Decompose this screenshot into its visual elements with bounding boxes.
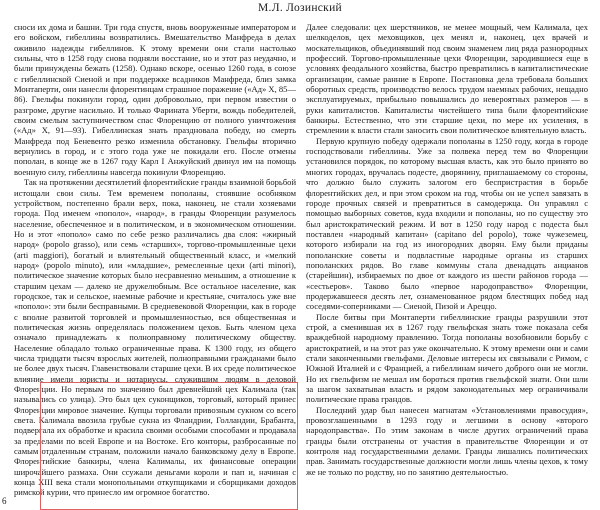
paragraph: После битвы при Монтаперти гибеллинские гранды разрушили этот строй, а сменившая их в 1267 году гвельфская знать тоже показала себя враждебной народному правлению. Тогда пополаны возобновили борьбу с аристократией, и на этот раз уже окончательно. К этому времени они и сами стали законченными гвельфами. Деловые интересы их связывали с Римом, с Южной Италией и с Францией, а гибеллинам ничего доброго они не могли. Но их гвельфизм не мешал им бороться против гвельфской знати. Они шли за шагом захватывая власть и рядом законодательных мер ограничивали политические права грандов.	[306, 311, 588, 405]
left-text-column	[14, 22, 296, 508]
page-number: 6	[2, 496, 7, 506]
paragraph: Далее следовали: цех шерстяников, не менее мощный, чем Калимала, цех шелкоделов, цех меховщиков, цех менял и, наконец, цех врачей и москательщиков, объединявший под своим знаменем лиц ряда разнородных профессий. Торгово-промышленные цехи Флоренции, зародившиеся еще в условиях феодального хозяйства, быстро превратились в капиталистические организации, самые ранние в Европе. Постановка дела требовала больших оборотных средств, производство велось трудом наемных рабочих, нещадно эксплуатируемых, прибыльно повышались до невероятных размеров — в руки капиталистов. Капиталисты чистейшего типа были флорентийские банкиры. Естественно, что эти старшие цехи, по мере их усиления, в стремлении к власти стали заносить свои политическое влиятельную власть.	[306, 22, 588, 136]
paragraph: Первую крупную победу одержали пополаны в 1250 году, когда в городе господствовали гибеллины. Уже за полвека перед тем во Флоренции установился порядок, по которому высшая власть, как это было принято во многих городах, вручалась подесте, дворянину, приглашаемому со стороны, что должно было служить залогом его беспристрастия в борьбе флорентийских дел, и при этом сроком на год, чтобы он не успел завязать в городе прочных связей и превратиться в самодержца. Он управлял с помощью выборных советов, куда входили и пополаны, но по существу это был аристократический режим. И вот в 1250 году народ с подеста был поставлен «народный капитан» (capitano del popolo), тоже чужеземец, которого избирали на год из иногородних дворян. Ему были приданы пополанские советы и подвластные народные органы из старших пополанских рядов. Во главе коммуны стала двенадцать анцианов (старейшин), избираемых по двое от каждого из шести районов города — «сестьеров». Таково было «первое народоправство» Флоренции, продержавшееся десять лет, ознаменованное рядом блестящих побед над соседями-соперниками — Сиеной, Пизой и Ареццо.	[306, 135, 588, 312]
paragraph: сноси их дома и башни. Три года спустя, вновь вооруженные императором и его войском, гибеллины возвратились. Вмешательство Манфреда в делах оживило надежды гибеллинов. К этому времени они стали настолько сильны, что в 1258 году снова подняли восстание, но и этот раз неудачно, и были принуждены бежать (1258). Однако вскоре, осенью 1260 года, в союзе с гибеллинской Сиеной и при поддержке всадников Манфреда, близ замка Монтаперти, они нанесли флорентинцам страшное поражение («Ад» X, 85—86). Гвельфы покинули город, один добровольно, при первом известии о разгроме, другие насильно. И только Фарината Уберти, вождь победителей, своим смелым заступничеством спас Флоренцию от полного уничтожения («Ад» X, 91—93). Гибеллинская знать праздновала победу, но смерть Манфреда под Беневенто резко изменила обстановку. Гвельфы вторично вернулись в город, и с этого года уже не покидали его. После отмены пополан, в конце же в 1267 году Карл I Анжуйский двинул им на помощь военную силу, гибеллины навсегда покинули Флоренцию.	[14, 22, 296, 177]
paragraph: Так на протяжении десятилетий флорентийские гранды взаимной борьбой истощали свои силы. Тем временем пополаны, стоявшие особняком устройством, постепенно брали верх, пока, наконец, не стали хозяевами города. Под именем «пополо», «народ», в гранды Флоренции разумелось население, обеспеченное и в политическом, и в экономическом отношении. Но и этот «пополо» само по себе резко различались два слоя: «жирный народ» (popolo grasso), или семь «старших», торгово-промышленные цехи (arti maggiori), богатый и влиятельный общественный класс, и «мелкий народ» (popolo minuto), или «младшие», ремесленные цехи (arti minori), политическое значение которых было несравненно меньшим, а отношение к старшим цехам — далеко не дружелюбным. Все остальное население, как городское, так и сельское, наемные рабочие и крестьяне, считалось уже вне «пополо»: эти были бесправными. В средневековой Флоренции, как в городе с вполне развитой торговлей и промышленностью, вся общественная и политическая жизнь определялась положением цехов. Быть членом цеха означало принадлежать к полноправному политическому обществу. Население обладало только ограниченные права. К 1300 году, из общего числа тридцати тысяч взрослых жителей, полноправными гражданами было не более двух тысяч. Главенствовали старшие цехи. В их среде политическое влияние имели юристы и нотариусы, служившим людям в деловой Флоренции. Но первым по значению был древнейший цех Калимала (так назывались со улица). Это был цех суконщиков, торговый, который принес Флоренции мировое значение. Купцы торговали привозным сукном со всего света. Калимала ввозила грубые сукна из Фландрии, Голландии, Брабанта, подвергала их обработке и красила своими особыми способами и продавала за пределами по всей Европе и на Востоке. Его конторы, разбросанные по самым отдаленным странам, положили начало банковскому делу в Европе. Флорентийские банкиры, члена Калималы, их финансовые операции широчайшего размаха. Они ссужали деньгами короли и пап и, начиная с конца XIII века стали монопольными откупщиками и сборщиками доходов римской курии, что принесло им огромное богатство.	[14, 177, 296, 498]
running-header: М.Л. Лозинский	[258, 2, 342, 14]
right-text-column	[306, 22, 588, 508]
paragraph: Последний удар был нанесен магнатам «Установлениями правосудия», провозглашенными в 1293 году и легшими в основу «второго народоправства». По этим законам в числе других ограничений права гранды были отстранены от участия в правительстве Флоренции и от контроля над государственными делами. Гранды лишались политических прав. Занимать государственные должности могли лишь члены цехов, к тому же не только по родству, но по занятию деятельностью.	[306, 404, 588, 477]
